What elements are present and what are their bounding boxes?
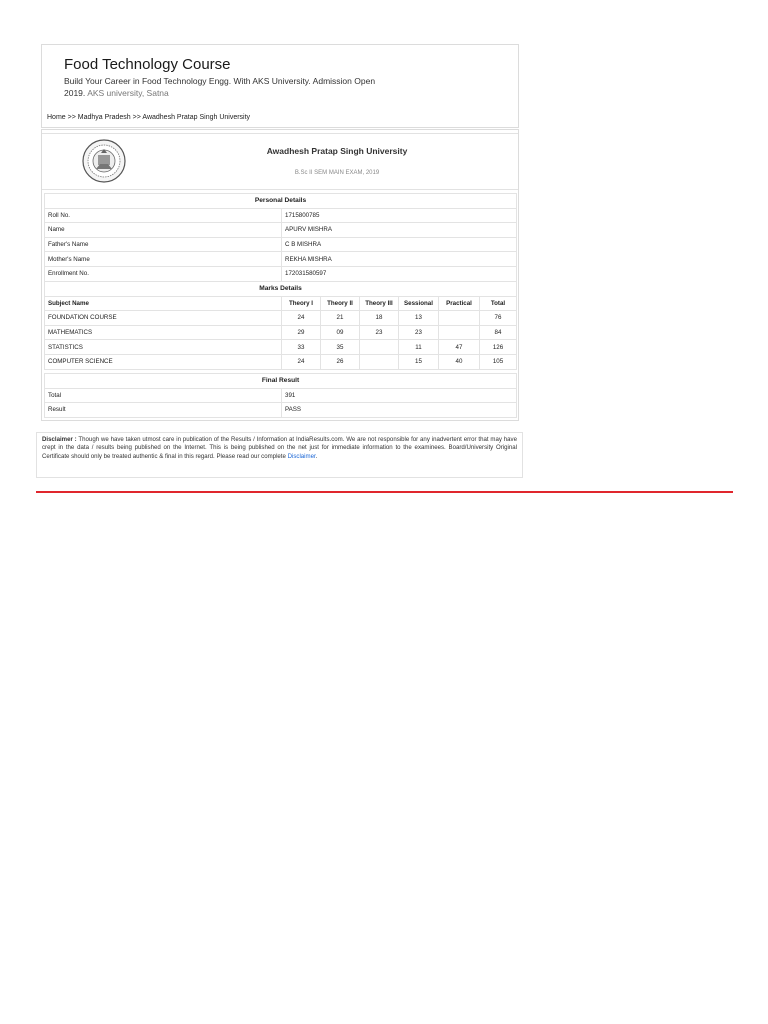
- field-label: Total: [45, 388, 282, 403]
- university-emblem-icon: [80, 138, 128, 184]
- column-header: Theory II: [321, 296, 360, 311]
- marks-cell: 24: [282, 354, 321, 369]
- field-value: APURV MISHRA: [282, 223, 517, 238]
- marks-cell: [439, 325, 480, 340]
- marks-cell: 18: [360, 311, 399, 326]
- breadcrumb-separator: >>: [67, 114, 76, 121]
- column-header: Practical: [439, 296, 480, 311]
- marks-cell: [360, 354, 399, 369]
- subject-name: MATHEMATICS: [45, 325, 282, 340]
- table-row: [45, 311, 517, 326]
- marks-cell: 126: [480, 340, 517, 355]
- table-row: [45, 354, 517, 369]
- marks-cell: 33: [282, 340, 321, 355]
- field-value: C B MISHRA: [282, 237, 517, 252]
- marks-cell: 13: [399, 311, 439, 326]
- disclaimer: [36, 432, 523, 478]
- field-label: Name: [45, 223, 282, 238]
- marks-details-table: [44, 281, 517, 370]
- personal-details-heading: Personal Details: [45, 194, 517, 209]
- table-row: [45, 340, 517, 355]
- result-card: [41, 129, 519, 421]
- marks-cell: 15: [399, 354, 439, 369]
- marks-cell: 47: [439, 340, 480, 355]
- subject-name: FOUNDATION COURSE: [45, 311, 282, 326]
- table-row: [45, 252, 517, 267]
- disclaimer-end: .: [315, 452, 318, 460]
- marks-cell: 35: [321, 340, 360, 355]
- table-row: [45, 266, 517, 281]
- marks-cell: 105: [480, 354, 517, 369]
- marks-details-heading: Marks Details: [45, 282, 517, 297]
- ad-description-text: Build Your Career in Food Technology Engg. With AKS University. Admission Open 2019.: [64, 76, 376, 98]
- field-value: REKHA MISHRA: [282, 252, 517, 267]
- table-header-row: [45, 296, 517, 311]
- marks-cell: [360, 340, 399, 355]
- marks-cell: 11: [399, 340, 439, 355]
- subject-name: STATISTICS: [45, 340, 282, 355]
- final-result-table: [44, 373, 517, 418]
- table-row: [45, 223, 517, 238]
- final-result-heading: Final Result: [45, 374, 517, 389]
- column-header: Theory III: [360, 296, 399, 311]
- disclaimer-label: Disclaimer :: [42, 436, 77, 443]
- exam-name: B.Sc II SEM MAIN EXAM, 2019: [294, 170, 380, 176]
- table-row: [45, 237, 517, 252]
- field-label: Roll No.: [45, 208, 282, 223]
- subject-name: COMPUTER SCIENCE: [45, 354, 282, 369]
- breadcrumb-university[interactable]: Awadhesh Pratap Singh University: [142, 114, 251, 121]
- breadcrumb: [47, 114, 250, 121]
- marks-cell: 24: [282, 311, 321, 326]
- marks-cell: 84: [480, 325, 517, 340]
- marks-cell: 21: [321, 311, 360, 326]
- divider-line: [36, 491, 733, 493]
- marks-cell: 09: [321, 325, 360, 340]
- ad-title[interactable]: Food Technology Course: [64, 56, 231, 73]
- ad-description: [64, 76, 384, 99]
- breadcrumb-home[interactable]: Home: [47, 114, 66, 121]
- marks-cell: 76: [480, 311, 517, 326]
- field-label: Father's Name: [45, 237, 282, 252]
- personal-details-table: [44, 193, 517, 282]
- marks-cell: 40: [439, 354, 480, 369]
- field-label: Enrollment No.: [45, 266, 282, 281]
- university-name: Awadhesh Pratap Singh University: [266, 146, 408, 156]
- field-label: Result: [45, 403, 282, 418]
- breadcrumb-separator: >>: [132, 114, 141, 121]
- ad-banner[interactable]: [41, 44, 519, 128]
- marks-cell: 29: [282, 325, 321, 340]
- disclaimer-link[interactable]: Disclaimer: [287, 452, 316, 460]
- field-value: 1715800785: [282, 208, 517, 223]
- table-row: [45, 208, 517, 223]
- table-row: [45, 325, 517, 340]
- field-value: 391: [282, 388, 517, 403]
- field-label: Mother's Name: [45, 252, 282, 267]
- column-header: Theory I: [282, 296, 321, 311]
- field-value: 172031580597: [282, 266, 517, 281]
- breadcrumb-state[interactable]: Madhya Pradesh: [77, 114, 131, 121]
- column-header: Total: [480, 296, 517, 311]
- table-row: [45, 403, 517, 418]
- field-value: PASS: [282, 403, 517, 418]
- column-header: Subject Name: [45, 296, 282, 311]
- marks-cell: 23: [360, 325, 399, 340]
- marks-cell: 23: [399, 325, 439, 340]
- ad-source[interactable]: AKS university, Satna: [87, 87, 169, 98]
- result-header: [42, 133, 518, 190]
- column-header: Sessional: [399, 296, 439, 311]
- marks-cell: [439, 311, 480, 326]
- marks-cell: 26: [321, 354, 360, 369]
- disclaimer-text: Though we have taken utmost care in publication of the Results / Information at IndiaResults.com. We are not responsible for any inadvertent error that may have crept in the data / results being published on the Internet. This is being published on the net just for immediate information to the examinees. Board/University Original Certificate should only be treated authentic & final in this regard. Please read our complete: [42, 436, 517, 460]
- table-row: [45, 388, 517, 403]
